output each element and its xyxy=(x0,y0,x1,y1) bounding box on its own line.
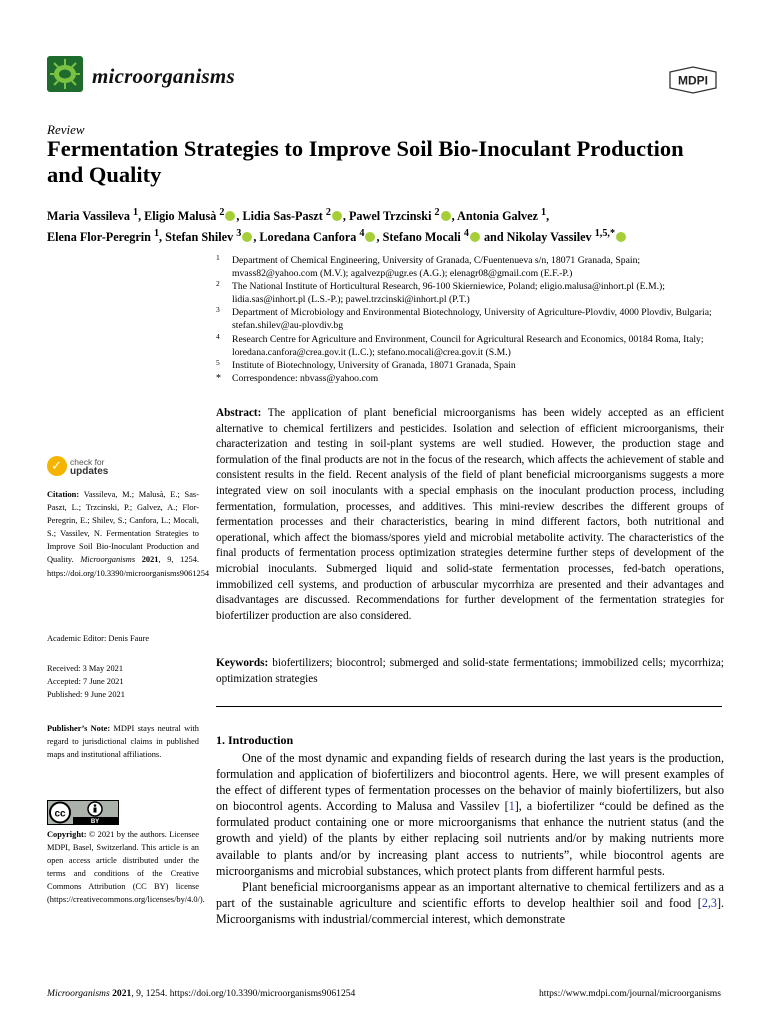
cc-by-license-icon[interactable] xyxy=(47,800,119,825)
affiliation-item: 1 Department of Chemical Engineering, University of Granada, C/Fuentenueva s/n, 18071 Granada, Spain; mvass82@yahoo.com (M.V.); agalvezp@ugr.es (A.G.); elenagr08@gmail.com (E.F.-P.) xyxy=(216,253,641,280)
cc-badge-text: BY xyxy=(90,819,100,825)
affiliations xyxy=(216,254,726,385)
footer-citation: Microorganisms 2021, 9, 1254. https://doi.org/10.3390/microorganisms9061254 xyxy=(47,988,356,999)
affiliation-item: 5 Institute of Biotechnology, University of Granada, 18071 Granada, Spain xyxy=(216,357,516,371)
author-line-1: Maria Vassileva $^1$, Eligio Malusà $^2$ , Lidia Sas-Paszt $^2$ , Pawel Trzcinski $^2$ , Antonia Galvez $^1$, xyxy=(47,207,550,224)
orcid-icon[interactable] xyxy=(225,211,235,221)
abstract-label: Abstract: xyxy=(216,407,262,419)
orcid-icon[interactable] xyxy=(470,232,480,242)
check-updates-icon: ✓ xyxy=(47,456,67,476)
abstract xyxy=(216,406,724,624)
academic-editor: Academic Editor: Denis Faure xyxy=(47,634,150,643)
author-list xyxy=(47,204,727,246)
section-heading: 1. Introduction xyxy=(216,733,294,747)
mdpi-logo xyxy=(666,66,720,94)
check-for-updates-button[interactable]: ✓ check for updates xyxy=(47,456,167,482)
abstract-text: The application of plant beneficial microorganisms has been widely accepted as an efficient alternative to chemical fertilizers and pesticides. Isolation and selection of efficient microorganisms, their characterization and testing in soil-plant systems are well studied. However, the production stage and formulation of the final products are not in the focus of the research, which affects the achievement of stable and consistent results in the field. Recent analysis of the field of plant beneficial microorganisms suggests a more integrated view on soil inoculants with a special emphasis on the inoculant production process, including fermentation, formulation, processes, and additives. This mini-review describes the different groups of fermentation processes and their characteristics, bearing in mind different factors, both nutritional and operational, which affect the biomass/spores yield and microbial metabolite activity. The characteristics of the final products of fermentation process optimization strategies determine further steps of development of the microbial inoculants. Submerged liquid and solid-state fermentation processes, fed-batch operations, immobilized cell systems, and production of arbuscular mycorrhiza are presented and their advantages and disadvantages are discussed. Recommendations for further development of the fermentation strategies for biofertilizer production are also considered. xyxy=(216,407,724,622)
article-title: Fermentation Strategies to Improve Soil Bio-Inoculant Production and Quality xyxy=(47,136,684,187)
keywords xyxy=(216,656,724,687)
orcid-icon[interactable] xyxy=(441,211,451,221)
reference-link[interactable]: 2,3 xyxy=(701,895,717,910)
correspondence: * Correspondence: nbvass@yahoo.com xyxy=(216,372,379,384)
affiliation-item: 3 Department of Microbiology and Environmental Biotechnology, University of Agriculture-Plovdiv, 4000 Plovdiv, Bulgaria; stefan.shilev@au-plovdiv.bg xyxy=(216,305,712,332)
published-date: Published: 9 June 2021 xyxy=(47,690,125,700)
received-date: Received: 3 May 2021 xyxy=(47,664,124,673)
author-line-2: Elena Flor-Peregrin $^1$, Stefan Shilev $^3$ , Loredana Canfora $^4$ , Stefano Mocali $^4$ and Nikolay Vassilev $^{1,5,*}$ xyxy=(47,225,727,246)
accepted-date: Accepted: 7 June 2021 xyxy=(47,677,124,687)
copyright-notice: Copyright: © 2021 by the authors. Licensee MDPI, Basel, Switzerland. This article is an open access article distributed under the terms and conditions of the Creative Commons Attribution (CC BY) license (https://creativecommons.org/licenses/by/4.0/). xyxy=(47,830,205,905)
affiliation-item: 4 Research Centre for Agriculture and Environment, Council for Agricultural Research and Economics, 00184 Roma, Italy; loredana.canfora@crea.gov.it (L.C.); stefano.mocali@crea.gov.it (S.M.) xyxy=(216,331,704,358)
paragraph: One of the most dynamic and expanding fields of research during the last years is the production, formulation and application of biofertilizers and biocontrol agents. Here, we will present examples of the effect of different types of fermentation processes on the behavior of mainly biofertilizers, but also on biocontrol agents. According to Malusa and Vassilev [1], a biofertilizer “could be defined as the formulated product containing one or more microorganisms that enhance the nutrient status (and the growth and yield) of the plants by either replacing soil nutrients and/or by making nutrients more available to plants and/or by increasing plant access to nutrients”, while biocontrol agents are microorganisms and microbial substances, which protect plants from different harmful pests. xyxy=(216,751,724,878)
orcid-icon[interactable] xyxy=(332,211,342,221)
reference-link[interactable]: 1 xyxy=(508,799,515,814)
article-type: Review xyxy=(47,122,85,137)
introduction-body xyxy=(216,750,724,927)
publication-dates xyxy=(47,662,199,701)
journal-name: microorganisms xyxy=(92,64,235,88)
keywords-label: Keywords: xyxy=(216,657,269,669)
affiliation-item: 2 The National Institute of Horticultural Research, 96-100 Skierniewice, Poland; eligio.malusa@inhort.pl (E.M.); lidia.sas@inhort.pl (L.S.-P.); pawel.trzcinski@inhort.pl (P.T.) xyxy=(216,279,665,306)
orcid-icon[interactable] xyxy=(365,232,375,242)
mdpi-logo-text: MDPI xyxy=(678,73,708,88)
orcid-icon[interactable] xyxy=(616,232,626,242)
citation-block: Citation: Vassileva, M.; Malusà, E.; Sas-Paszt, L.; Trzcinski, P.; Galvez, A.; Flor-Peregrin, E.; Shilev, S.; Canfora, L.; Mocali, S.; Vassilev, N. Fermentation Strategies to Improve Soil Bio-Inoculant Production and Quality. Microorganisms 2021, 9, 1254. https://doi.org/10.3390/microorganisms9061254 xyxy=(47,490,210,578)
paragraph: Plant beneficial microorganisms appear as an important alternative to chemical fertilizers and as a part of the sustainable agriculture and scientific efforts to develop healthier soil and food [2,3]. Microorganisms with industrial/commercial interest, which demonstrate xyxy=(216,879,724,926)
bacteria-logo-icon xyxy=(47,56,83,92)
journal-url-link[interactable]: https://www.mdpi.com/journal/microorganisms xyxy=(539,988,721,999)
orcid-icon[interactable] xyxy=(242,232,252,242)
divider xyxy=(216,706,722,707)
svg-text:cc: cc xyxy=(54,808,66,820)
publisher-note: Publisher’s Note: MDPI stays neutral with regard to jurisdictional claims in published maps and institutional affiliations. xyxy=(47,724,199,760)
keywords-text: biofertilizers; biocontrol; submerged and solid-state fermentations; immobilized cells; mycorrhiza; optimization strategies xyxy=(216,657,724,685)
